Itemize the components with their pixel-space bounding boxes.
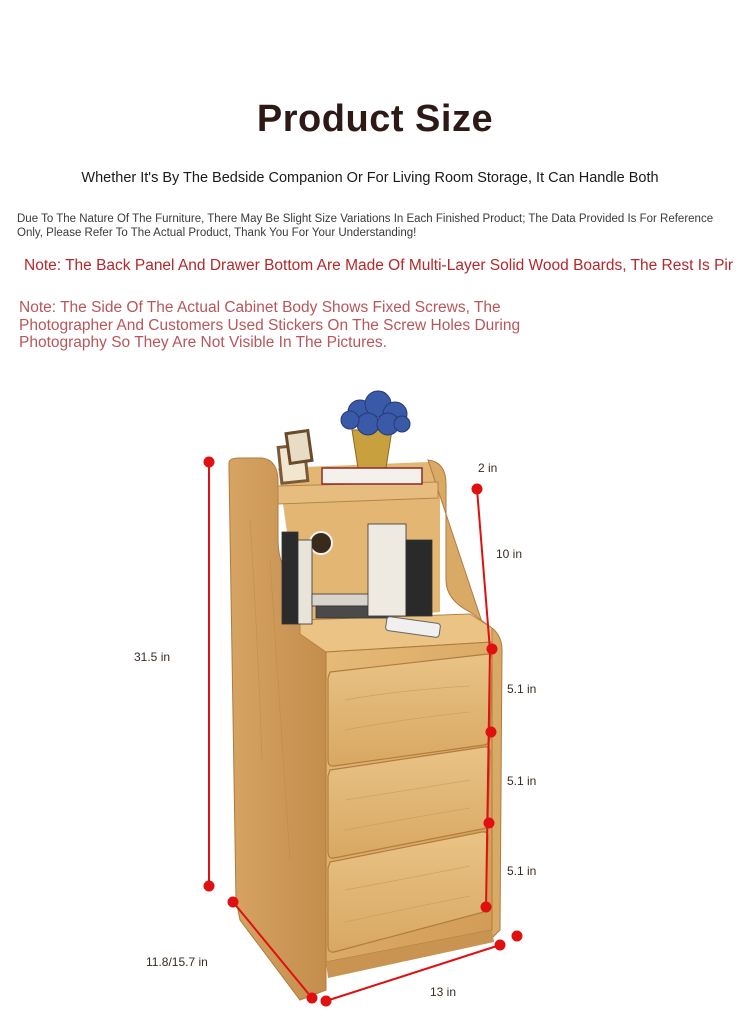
material-note: Note: The Back Panel And Drawer Bottom Are Made Of Multi-Layer Solid Wood Boards, The Rest Is Pir [24,257,734,274]
product-dimension-figure [0,380,750,1030]
size-disclaimer: Due To The Nature Of The Furniture, There May Be Slight Size Variations In Each Finished Product; The Data Provided Is For Reference Only, Please Refer To The Actual Product, Thank You For Your Understanding! [17,213,714,239]
bedside-cabinet [229,458,502,1000]
vase [352,430,392,468]
page-subtitle: Whether It's By The Bedside Companion Or For Living Room Storage, It Can Handle Both [81,170,659,186]
flower-bouquet [341,391,410,435]
drawer-3-label: 5.1 in [507,864,537,878]
top-rail-label: 2 in [478,461,498,475]
photo-frame-back [286,431,312,464]
drawer-1-label: 5.1 in [507,682,537,696]
drawer-2-label: 5.1 in [507,774,537,788]
depth-label: 11.8/15.7 in [146,955,208,969]
page-title: Product Size [256,98,494,140]
cable-hole [310,532,332,554]
screw-note: Note: The Side Of The Actual Cabinet Body Shows Fixed Screws, The Photographer And Customers Used Stickers On The Screw Holes During Photography So They Are Not Visible In The Pictures. [19,299,521,351]
shelf-height-label: 10 in [496,547,523,561]
width-label: 13 in [430,985,457,999]
top-books [322,468,422,484]
height-label: 31.5 in [134,650,171,664]
